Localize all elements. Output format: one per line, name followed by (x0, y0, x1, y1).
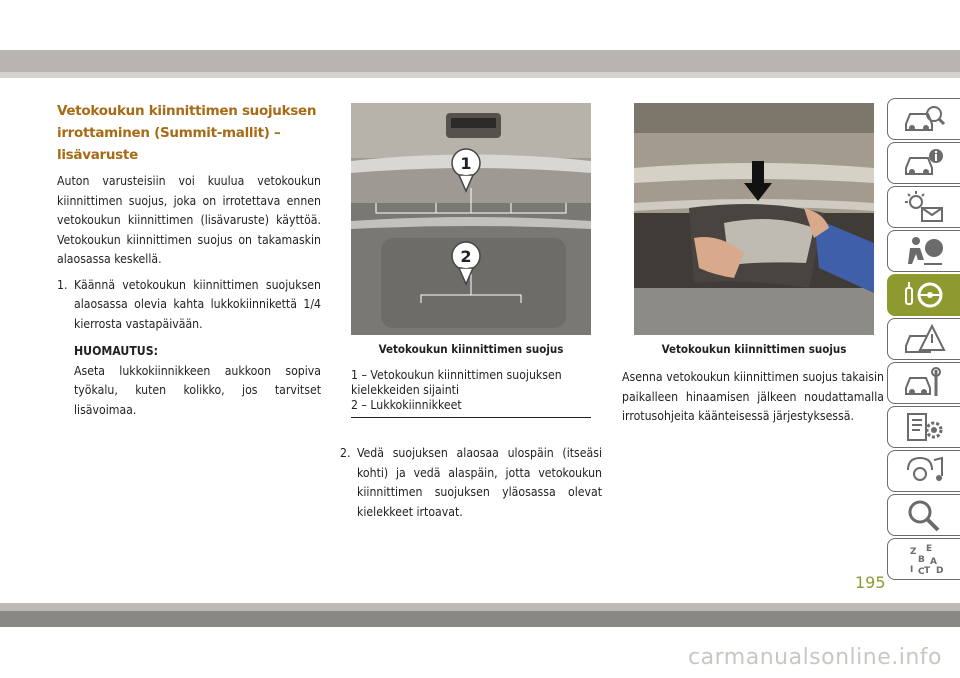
tow-hitch-cover-illustration-2 (634, 103, 874, 335)
svg-text:E: E (926, 544, 933, 554)
legend-item-1: 1 – Vetokoukun kiinnittimen suojuksen kielekkeiden sijainti (351, 368, 562, 397)
watermark: carmanualsonline.info (688, 645, 942, 670)
note-title: HUOMAUTUS: (74, 344, 158, 358)
svg-text:D: D (936, 566, 944, 576)
figure-2-caption: Vetokoukun kiinnittimen suojus (661, 342, 847, 356)
step-1-number: 1. (57, 277, 68, 292)
specifications-gear-icon (902, 410, 946, 444)
top-band-stripe (0, 72, 960, 78)
step-2-number: 2. (340, 446, 351, 460)
bottom-band-dark (0, 611, 960, 627)
tab-airbag[interactable] (887, 230, 960, 272)
figure-1-legend (351, 368, 591, 413)
legend-divider (351, 417, 591, 418)
search-icon (902, 498, 946, 532)
svg-text:Z: Z (910, 547, 917, 557)
tow-hitch-cover-illustration-1 (351, 103, 591, 335)
airbag-icon (902, 234, 946, 268)
page-number: 195 (855, 573, 886, 592)
step-1 (57, 276, 321, 335)
tab-car-info[interactable] (887, 142, 960, 184)
step-2-text: Vedä suojuksen alaosaa ulospäin (itseäsi kohti) ja vedä alaspäin, jotta vetokoukun kiinnittimen suojuksen yläosassa olevat kielekkeet irtoavat. (357, 446, 602, 519)
tab-maintenance[interactable] (887, 362, 960, 404)
svg-text:T: T (924, 566, 931, 576)
legend-item-2: 2 – Lukkokiinnikkeet (351, 398, 462, 412)
tab-multimedia[interactable] (887, 450, 960, 492)
tab-search[interactable] (887, 494, 960, 536)
intro-paragraph: Auton varusteisiin voi kuulua vetokoukun kiinnittimen suojus, joka on irrotettava ennen vetokoukun kiinnittimen (lisävaruste) käyttöä. Vetokoukun kiinnittimen suojus on takamaskin alaosassa keskellä. (57, 174, 321, 266)
multimedia-music-icon (902, 454, 946, 488)
step-1-text: Käännä vetokoukun kiinnittimen suojuksen alaosassa olevia kahta lukkokiinnikettä 1/4 kierrosta vastapäivään. (74, 277, 321, 331)
tab-starting-operating[interactable] (887, 274, 960, 316)
car-info-icon (902, 146, 946, 180)
car-search-icon (902, 102, 946, 136)
callout-1: 1 (460, 154, 472, 173)
index-letters-icon (902, 542, 946, 576)
note-body: Aseta lukkokiinnikkeen aukkoon sopiva työkalu, kuten kolikko, jos tarvitset lisävoimaa. (74, 363, 321, 417)
tow-hitch-cover-photo-2 (634, 103, 874, 335)
svg-text:C: C (918, 567, 925, 576)
left-column (57, 100, 321, 420)
car-maintenance-icon (902, 366, 946, 400)
warning-lights-icon (902, 190, 946, 224)
figure-1-caption: Vetokoukun kiinnittimen suojus (378, 342, 564, 356)
warning-triangle-car-icon (902, 322, 946, 356)
tab-emergency[interactable] (887, 318, 960, 360)
svg-text:I: I (910, 565, 914, 575)
svg-text:B: B (918, 555, 925, 565)
tab-index[interactable] (887, 538, 960, 580)
steering-wheel-key-icon (902, 278, 946, 312)
step-2 (340, 444, 602, 522)
tab-warning-lights[interactable] (887, 186, 960, 228)
tow-hitch-cover-photo-1 (351, 103, 591, 335)
top-band (0, 50, 960, 72)
reinstall-paragraph: Asenna vetokoukun kiinnittimen suojus takaisin paikalleen hinaamisen jälkeen noudattamalla irrotusohjeita käänteisessä järjestyksessä. (622, 370, 884, 423)
callout-2: 2 (460, 247, 472, 266)
bottom-band (0, 603, 960, 611)
svg-text:A: A (930, 557, 937, 567)
tab-car-search[interactable] (887, 98, 960, 140)
section-heading-line2: irrottaminen (Summit-mallit) – lisävaruste (57, 125, 281, 163)
tab-specifications[interactable] (887, 406, 960, 448)
right-column (622, 368, 884, 427)
section-heading-line1: Vetokoukun kiinnittimen suojuksen (57, 103, 317, 119)
section-heading (57, 100, 321, 166)
